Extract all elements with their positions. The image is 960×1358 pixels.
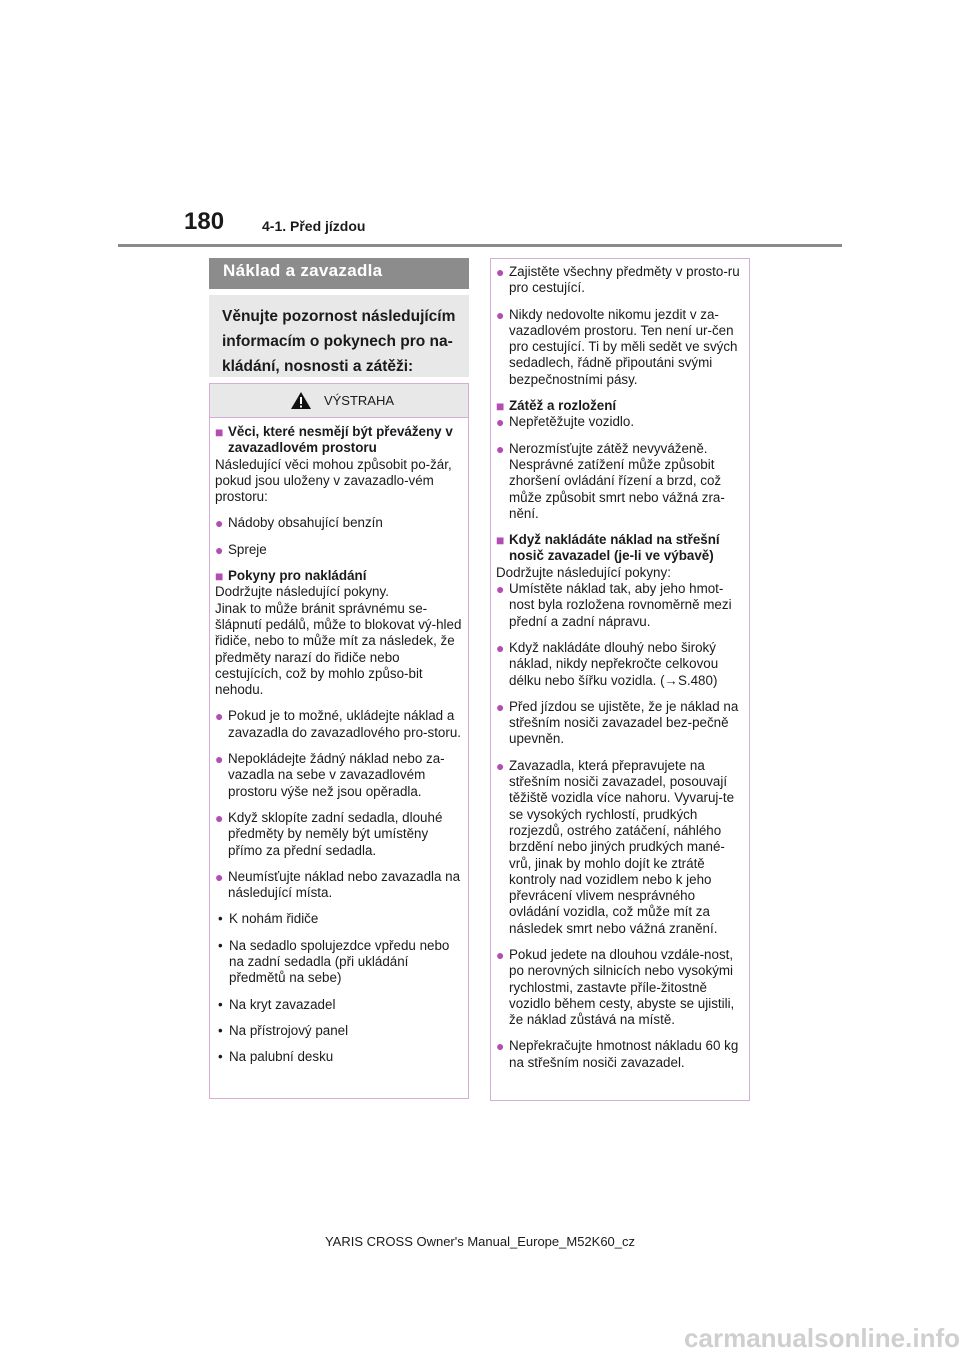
list-item: ● Neumísťujte náklad nebo zavazadla na následující místa. — [215, 868, 461, 901]
header-divider — [118, 244, 842, 247]
dash-item: • K nohám řidiče — [218, 911, 319, 927]
circle-bullet-icon: ● — [215, 868, 224, 885]
list-item: ● Před jízdou se ujistěte, že je náklad na střešním nosiči zavazadel bez-pečně upevněn. — [496, 698, 739, 747]
intro-box — [209, 295, 469, 377]
list-item: ● Spreje — [215, 541, 267, 558]
list-item: ● Nerozmísťujte zátěž nevyváženě. Nesprávné zatížení může způsobit zhoršení ovládání řízení a brzd, což může způsobit smrt nebo vážná zra-nění. — [496, 440, 725, 521]
warning-triangle-icon — [290, 391, 312, 410]
list-item: ● Nádoby obsahující benzín — [215, 515, 383, 532]
warning-label: VÝSTRAHA — [323, 393, 395, 408]
dash-item: • Na sedadlo spolujezdce vpředu nebo na zadní sedadla (při ukládání předmětů na sebe) — [218, 937, 450, 986]
circle-bullet-icon: ● — [215, 541, 224, 558]
list-item: ● Pokud jedete na dlouhou vzdále-nost, po nerovných silnicích nebo vysokými rychlostmi, zastavte příle-žitostně vozidlo během cesty, abyste se ujistili, že náklad zůstává na místě. — [496, 946, 735, 1028]
warning-paragraph: Jinak to může bránit správnému se-šlápnutí pedálů, může to blokovat vý-hled řidiče, nebo to může mít za následek, že předměty narazí do řidiče nebo cestujících, což by mohlo způso-bit nehodu. — [215, 600, 462, 698]
warning-heading-4: ■ Když nakládáte náklad na střešní nosič zavazadel (je-li ve výbavě) — [496, 532, 720, 564]
square-bullet-icon: ■ — [496, 398, 505, 415]
circle-bullet-icon: ● — [496, 306, 505, 323]
warning-heading-2: ■ Pokyny pro nakládání — [215, 568, 367, 585]
list-item: ● Když nakládáte dlouhý nebo široký náklad, nikdy nepřekročte celkovou délku nebo šířku vozidla. (→S.480) — [496, 639, 719, 688]
warning-paragraph: Dodržujte následující pokyny. — [215, 584, 389, 600]
list-item: ● Umístěte náklad tak, aby jeho hmot-nost byla rozložena rovnoměrně mezi přední a zadní nápravu. — [496, 581, 732, 629]
dash-item: • Na kryt zavazadel — [218, 996, 336, 1012]
page-footer: YARIS CROSS Owner's Manual_Europe_M52K60_cz — [324, 1234, 636, 1249]
circle-bullet-icon: ● — [496, 946, 505, 963]
circle-bullet-icon: ● — [496, 757, 505, 774]
list-item: ● Když sklopíte zadní sedadla, dlouhé předměty by neměly být umístěny přímo za přední sedadla. — [215, 809, 443, 858]
warning-box — [209, 383, 469, 1099]
list-item: ● Nepřekračujte hmotnost nákladu 60 kg na střešním nosiči zavazadel. — [496, 1038, 739, 1070]
square-bullet-icon: ■ — [215, 568, 224, 585]
dash-item: • Na palubní desku — [218, 1049, 334, 1065]
circle-bullet-icon: ● — [496, 264, 505, 280]
circle-bullet-icon: ● — [496, 581, 505, 598]
circle-bullet-icon: ● — [496, 414, 505, 431]
warning-header — [210, 384, 468, 418]
circle-bullet-icon: ● — [215, 809, 224, 826]
list-item: ● Nepřetěžujte vozidlo. — [496, 414, 635, 431]
circle-bullet-icon: ● — [496, 639, 505, 656]
warning-box-continued — [490, 258, 750, 1101]
circle-bullet-icon: ● — [496, 698, 505, 715]
warning-heading-3: ■ Zátěž a rozložení — [496, 398, 617, 415]
list-item: ● Zavazadla, která přepravujete na střešním nosiči zavazadel, posouvají těžiště vozidla více nahoru. Vyvaruj-te se vysokých rychlostí, prudkých rozjezdů, ostrého zatáčení, náhlého brzdění nebo jiných prudkých mané-vrů, jinak by mohlo dojít ke ztrátě kontroly nad vozidlem nebo k jeho převrácení vlivem nesprávného ovládání vozidla, což může mít za následek smrt nebo vážná zranění. — [496, 757, 735, 936]
square-bullet-icon: ■ — [215, 424, 224, 440]
circle-bullet-icon: ● — [496, 1038, 505, 1055]
page-number: 180 — [184, 208, 225, 235]
warning-paragraph: Dodržujte následující pokyny: — [496, 564, 671, 580]
circle-bullet-icon: ● — [215, 515, 224, 532]
warning-paragraph: Následující věci mohou způsobit po-žár, pokud jsou uloženy v zavazadlo-vém prostoru: — [215, 456, 452, 505]
section-label: 4-1. Před jízdou — [262, 218, 366, 234]
list-item: ● Nikdy nedovolte nikomu jezdit v za-vazadlovém prostoru. Ten není ur-čen pro cestující. Ti by měli sedět ve svých sedadlech, řádně připoutáni svými bezpečnostními pásy. — [496, 306, 738, 387]
circle-bullet-icon: ● — [215, 751, 224, 768]
warning-heading-1: ■ Věci, které nesmějí být převáženy v zavazadlovém prostoru — [215, 424, 453, 456]
circle-bullet-icon: ● — [496, 440, 505, 457]
section-title: Náklad a zavazadla — [209, 258, 469, 289]
square-bullet-icon: ■ — [496, 532, 505, 549]
watermark: carmanualsonline.info — [684, 1323, 960, 1353]
circle-bullet-icon: ● — [215, 708, 224, 725]
list-item: ● Nepokládejte žádný náklad nebo za-vazadla na sebe v zavazadlovém prostoru výše než jsou opěradla. — [215, 751, 445, 799]
list-item: ● Zajistěte všechny předměty v prosto-ru pro cestující. — [496, 264, 740, 296]
list-item: ● Pokud je to možné, ukládejte náklad a zavazadla do zavazadlového pro-storu. — [215, 708, 461, 740]
intro-text: Věnujte pozornost následujícím informacím o pokynech pro na-kládání, nosnosti a zátěži: — [222, 308, 456, 375]
dash-item: • Na přístrojový panel — [218, 1022, 349, 1038]
